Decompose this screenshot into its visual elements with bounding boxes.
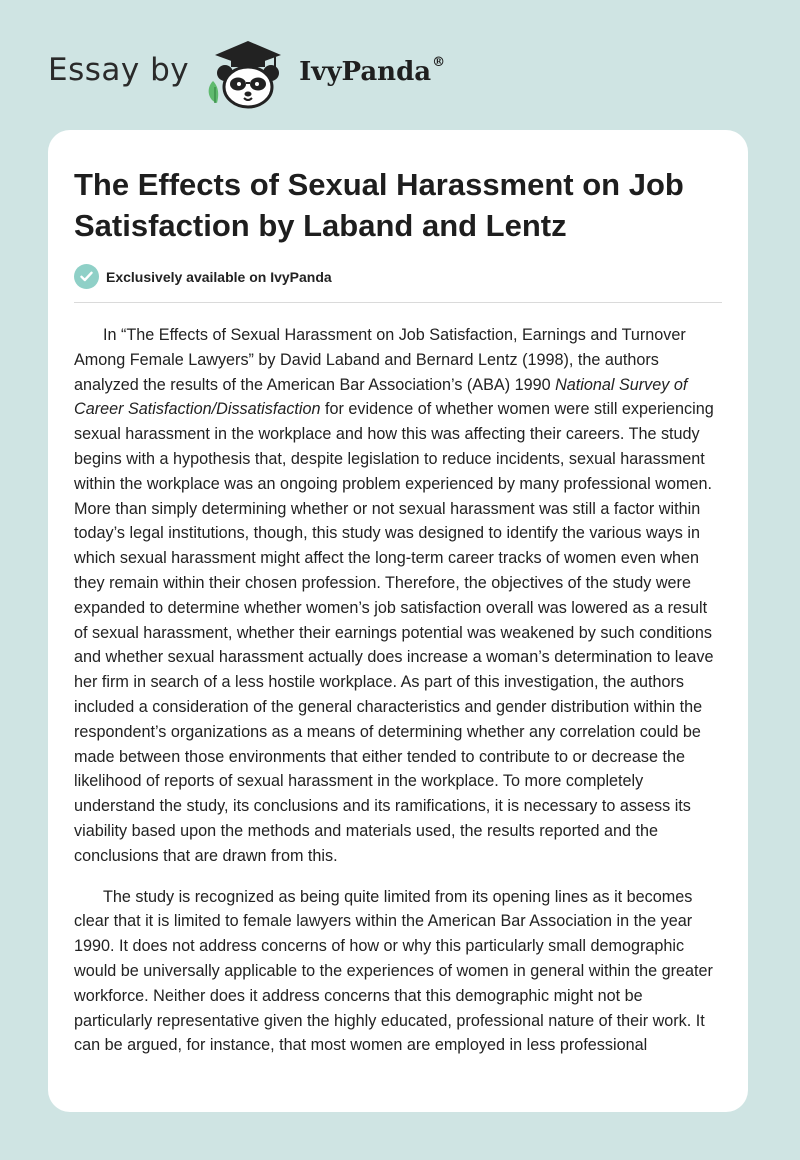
brand-prefix: Essay by <box>48 52 190 88</box>
page-title: The Effects of Sexual Harassment on Job Satisfaction by Laband and Lentz <box>74 167 684 243</box>
essay-body <box>74 323 722 1074</box>
paragraph-1-end: for evidence of whether women were still experiencing sexual harassment in the workplace and how this was affecting their careers. The study begins with a hypothesis that, despite legislation to reduce incidents, sexual harassment within the workplace was an ongoing problem experienced by many professional women. More than simply determining whether or not sexual harassment was still a factor within today’s legal institutions, though, this study was designed to identify the various ways in which sexual harassment might affect the long-term career tracks of women even when they remain within their chosen profession. Therefore, the objectives of the study were expanded to determine whether women’s job satisfaction overall was lowered as a result of sexual harassment, whether their earnings potential was weakened by such conditions and whether sexual harassment actually does increase a woman’s determination to leave her firm in search of a less hostile workplace. As part of this investigation, the authors included a consideration of the general characteristics and gender distribution within the respondent’s organizations as a means of determining whether any correlation could be made between those environments that either tended to contribute to or decrease the likelihood of reports of sexual harassment in the workplace. To more completely understand the study, its conclusions and its ramifications, it is necessary to assess its viability based upon the methods and materials used, the results reported and the conclusions that are drawn from this. <box>74 400 714 865</box>
check-icon <box>74 264 99 289</box>
registered-mark: ® <box>432 55 446 70</box>
paragraph-2: The study is recognized as being quite limited from its opening lines as it becomes clear that it is limited to female lawyers within the American Bar Association in the year 1990. It does not address concerns of how or why this particularly small demographic would be universally applicable to the experiences of women in general within the greater workforce. Neither does it address concerns that this demographic might not be particularly representative given the highly educated, professional nature of their work. It can be argued, for instance, that most women are employed in less professional <box>74 887 713 1055</box>
divider <box>74 302 722 303</box>
panda-graduate-icon <box>203 37 293 109</box>
paragraph-1 <box>74 323 722 869</box>
essay-card <box>48 130 748 1112</box>
badge-label: Exclusively available on IvyPanda <box>106 268 332 285</box>
survey-title: National Survey of Career Satisfaction/Dissatisfaction <box>74 375 688 419</box>
brand-name-text: IvyPanda <box>299 57 432 87</box>
brand-name <box>299 55 445 87</box>
brand-logo[interactable] <box>48 36 445 110</box>
paragraph-1-start: In “The Effects of Sexual Harassment on Job Satisfaction, Earnings and Turnover Among Female Lawyers” by David Laband and Bernard Lentz (1998), the authors analyzed the results of the American Bar Association’s (ABA) 1990 <box>74 326 686 394</box>
exclusive-badge <box>74 264 332 289</box>
